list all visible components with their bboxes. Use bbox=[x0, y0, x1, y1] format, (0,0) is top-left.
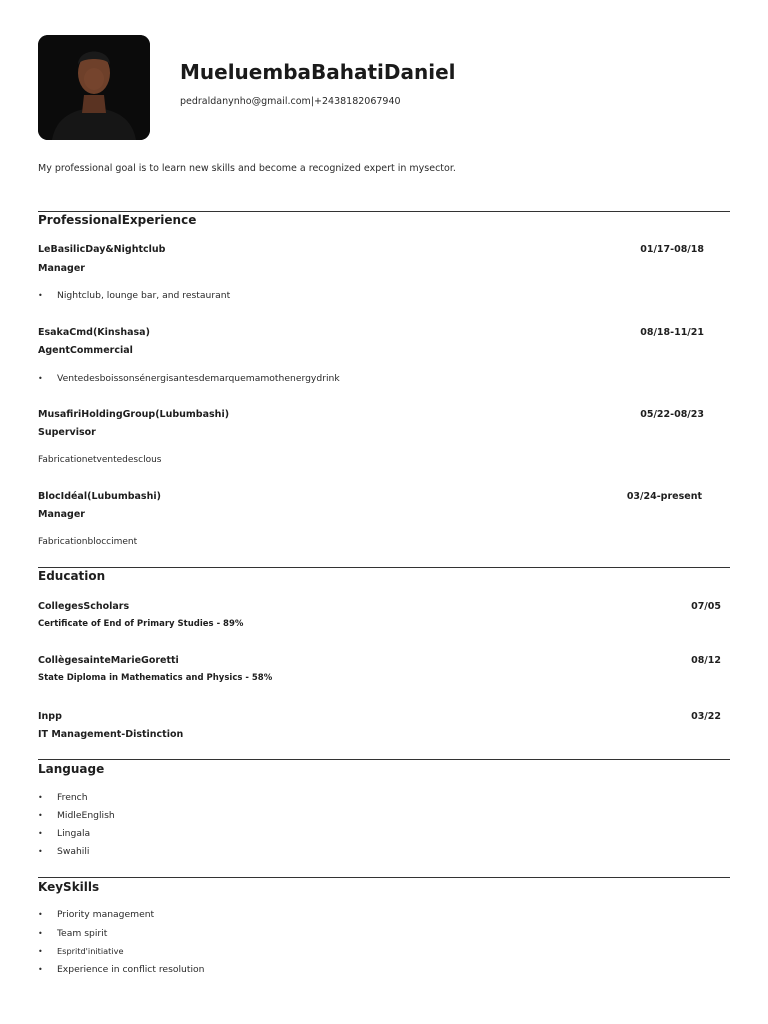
section-title-education: Education bbox=[38, 569, 106, 583]
education-detail: Certificate of End of Primary Studies - 89% bbox=[38, 619, 244, 629]
profile-photo bbox=[38, 35, 150, 140]
bullet-icon: • bbox=[38, 929, 43, 938]
job-dates: 03/24-present bbox=[626, 491, 702, 502]
section-divider bbox=[38, 211, 730, 212]
bullet-icon: • bbox=[38, 793, 43, 802]
bullet-icon: • bbox=[38, 910, 43, 919]
professional-goal: My professional goal is to learn new skills and become a recognized expert in mysector. bbox=[38, 163, 456, 174]
language-item: • Swahili bbox=[38, 846, 90, 857]
candidate-name: MueluembaBahatiDaniel bbox=[180, 60, 456, 84]
job-company: EsakaCmd(Kinshasa) bbox=[38, 327, 150, 338]
bullet-icon: • bbox=[38, 291, 43, 300]
job-dates: 01/17-08/18 bbox=[640, 244, 704, 255]
section-divider bbox=[38, 759, 730, 760]
education-date: 03/22 bbox=[691, 711, 721, 722]
bullet-icon: • bbox=[38, 847, 43, 856]
education-school: CollegesScholars bbox=[38, 601, 130, 612]
language-item: • MidleEnglish bbox=[38, 810, 115, 821]
section-title-skills: KeySkills bbox=[38, 880, 100, 894]
education-date: 08/12 bbox=[691, 655, 721, 666]
job-description: Fabricationblocciment bbox=[38, 537, 138, 547]
section-title-language: Language bbox=[38, 762, 105, 776]
job-dates: 05/22-08/23 bbox=[640, 409, 704, 420]
bullet-icon: • bbox=[38, 947, 43, 956]
section-divider bbox=[38, 567, 730, 568]
skill-item: • Priority management bbox=[38, 909, 155, 920]
job-company: BlocIdéal(Lubumbashi) bbox=[38, 491, 161, 502]
job-role: Manager bbox=[38, 263, 85, 274]
bullet-icon: • bbox=[38, 965, 43, 974]
education-date: 07/05 bbox=[691, 601, 721, 612]
bullet-icon: • bbox=[38, 829, 43, 838]
education-detail: State Diploma in Mathematics and Physics - 58% bbox=[38, 673, 273, 683]
skill-item: • Espritd'initiative bbox=[38, 946, 124, 956]
skill-item: • Team spirit bbox=[38, 928, 108, 939]
language-item: • French bbox=[38, 792, 88, 803]
section-divider bbox=[38, 877, 730, 878]
job-dates: 08/18-11/21 bbox=[640, 327, 704, 338]
person-portrait-icon bbox=[38, 35, 150, 140]
section-title-experience: ProfessionalExperience bbox=[38, 213, 197, 227]
bullet-icon: • bbox=[38, 811, 43, 820]
job-description: Fabricationetventedesclous bbox=[38, 455, 162, 465]
contact-info: pedraldanynho@gmail.com|+2438182067940 bbox=[180, 96, 401, 107]
education-school: CollègesainteMarieGoretti bbox=[38, 655, 179, 666]
language-item: • Lingala bbox=[38, 828, 91, 839]
skill-item: • Experience in conflict resolution bbox=[38, 964, 205, 975]
job-role: AgentCommercial bbox=[38, 345, 133, 356]
job-company: LeBasilicDay&Nightclub bbox=[38, 244, 166, 255]
job-company: MusafiriHoldingGroup(Lubumbashi) bbox=[38, 409, 230, 420]
job-description: • Ventedesboissonsénergisantesdemarquemamothenergydrink bbox=[38, 373, 340, 384]
job-role: Supervisor bbox=[38, 427, 96, 438]
job-description: • Nightclub, lounge bar, and restaurant bbox=[38, 290, 231, 301]
education-school: Inpp bbox=[38, 711, 62, 722]
job-role: Manager bbox=[38, 509, 85, 520]
education-detail: IT Management-Distinction bbox=[38, 729, 184, 740]
bullet-icon: • bbox=[38, 374, 43, 383]
